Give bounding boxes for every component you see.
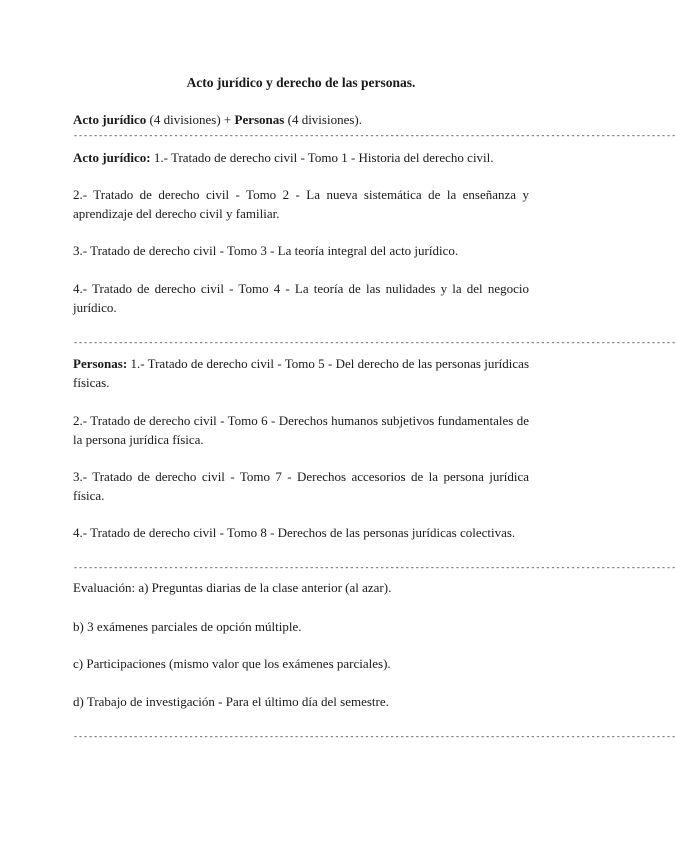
summary-line [73,110,529,129]
personas-item-2: 2.- Tratado de derecho civil - Tomo 6 - Derechos humanos subjetivos fundamentales de la persona jurídica física. [73,413,529,447]
personas-item-4: 4.- Tratado de derecho civil - Tomo 8 - Derechos de las personas jurídicas colectivas. [73,525,516,540]
divider-1: ------------------------------------------------------------------------------------------------------------------------ [73,131,676,141]
acto-item-1 [73,148,529,167]
summary-personas-divisions: (4 divisiones). [284,112,362,127]
acto-item-1-text: 1.- Tratado de derecho civil - Tomo 1 - Historia del derecho civil. [150,150,494,165]
acto-item-3: 3.- Tratado de derecho civil - Tomo 3 - La teoría integral del acto jurídico. [73,243,459,258]
summary-acto-divisions: (4 divisiones) + [146,112,235,127]
personas-label: Personas: [73,356,128,371]
divider-4: ------------------------------------------------------------------------------------------------------------------------ [73,732,676,742]
evaluacion-item-d: d) Trabajo de investigación - Para el último día del semestre. [73,694,389,709]
acto-item-4: 4.- Tratado de derecho civil - Tomo 4 - La teoría de las nulidades y la del negocio jurídico. [73,281,529,315]
divider-2: ------------------------------------------------------------------------------------------------------------------------ [73,338,676,348]
personas-item-1-text: 1.- Tratado de derecho civil - Tomo 5 - Del derecho de las personas jurídicas físicas. [73,356,529,390]
divider-3: ------------------------------------------------------------------------------------------------------------------------ [73,563,676,573]
document-title: Acto jurídico y derecho de las personas. [186,75,416,90]
summary-acto-label: Acto jurídico [73,112,147,127]
personas-item-3: 3.- Tratado de derecho civil - Tomo 7 - Derechos accesorios de la persona jurídica física. [73,469,529,503]
evaluacion-item-a: Evaluación: a) Preguntas diarias de la clase anterior (al azar). [73,580,392,595]
acto-item-2: 2.- Tratado de derecho civil - Tomo 2 - La nueva sistemática de la enseñanza y aprendizaje del derecho civil y familiar. [73,187,529,221]
summary-personas-label: Personas [234,112,285,127]
evaluacion-item-c: c) Participaciones (mismo valor que los exámenes parciales). [73,656,391,671]
personas-item-1 [73,354,529,392]
evaluacion-item-b: b) 3 exámenes parciales de opción múltiple. [73,619,302,634]
acto-label: Acto jurídico: [73,150,151,165]
